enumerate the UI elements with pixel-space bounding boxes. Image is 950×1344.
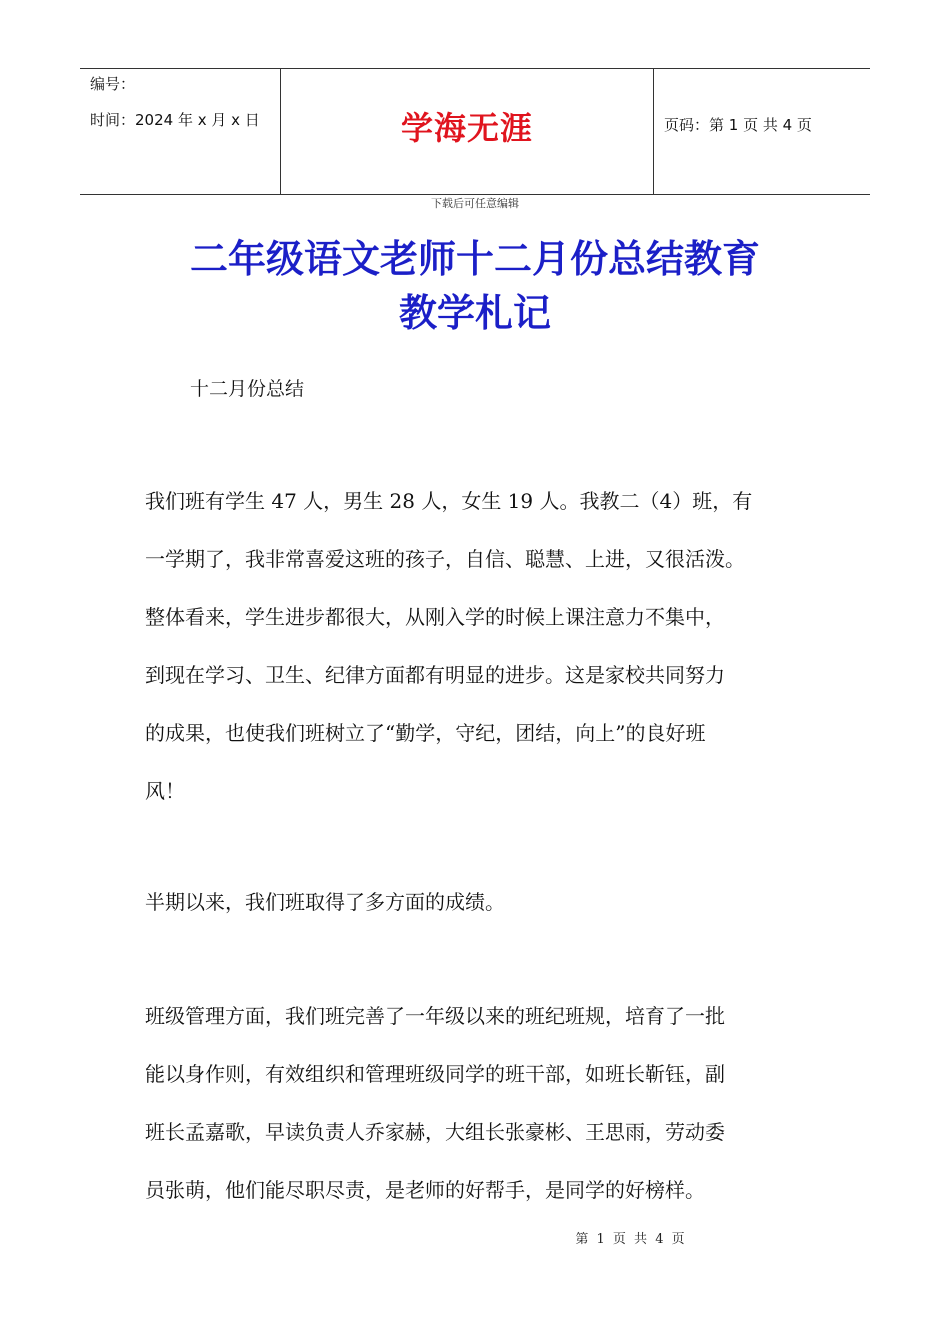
section-subtitle: 十二月份总结 [190, 378, 305, 400]
paragraph-line: 一学期了，我非常喜爱这班的孩子，自信、聪慧、上进，又很活泼。 [145, 547, 745, 571]
paragraph-line: 班级管理方面，我们班完善了一年级以来的班纪班规，培育了一批 [145, 1004, 725, 1028]
date-label: 时间：2024 年 x 月 x 日 [90, 111, 260, 129]
document-title [100, 232, 850, 340]
header-mid-cell [281, 69, 654, 194]
paragraph-line: 我们班有学生 47 人，男生 28 人，女生 19 人。我教二（4）班，有 [145, 489, 753, 513]
paragraph-line: 能以身作则，有效组织和管理班级同学的班干部，如班长靳钰，副 [145, 1062, 725, 1086]
paragraph-1 [145, 472, 825, 820]
paragraph-line: 员张萌，他们能尽职尽责，是老师的好帮手，是同学的好榜样。 [145, 1178, 705, 1202]
header-left-cell [80, 69, 281, 194]
header-right-cell [654, 69, 870, 194]
paragraph-3 [145, 987, 825, 1219]
page-footer: 第 1 页 共 4 页 [575, 1232, 685, 1247]
number-label: 编号： [90, 75, 136, 93]
title-line-1: 二年级语文老师十二月份总结教育 [189, 237, 760, 281]
paragraph-2 [145, 873, 825, 931]
brand-title: 学海无涯 [400, 109, 533, 147]
paragraph-line: 的成果，也使我们班树立了“勤学，守纪，团结，向上”的良好班 [145, 721, 706, 745]
header-table [80, 68, 870, 195]
title-line-2: 教学札记 [398, 291, 551, 335]
paragraph-line: 班长孟嘉歌，早读负责人乔家赫，大组长张豪彬、王思雨，劳动委 [145, 1120, 725, 1144]
paragraph-line: 整体看来，学生进步都很大，从刚入学的时候上课注意力不集中， [145, 605, 725, 629]
download-note: 下载后可任意编辑 [431, 197, 519, 210]
page-label: 页码：第 1 页 共 4 页 [664, 116, 812, 134]
paragraph-line: 半期以来，我们班取得了多方面的成绩。 [145, 890, 505, 914]
paragraph-line: 到现在学习、卫生、纪律方面都有明显的进步。这是家校共同努力 [145, 663, 725, 687]
paragraph-line: 风！ [145, 779, 185, 803]
